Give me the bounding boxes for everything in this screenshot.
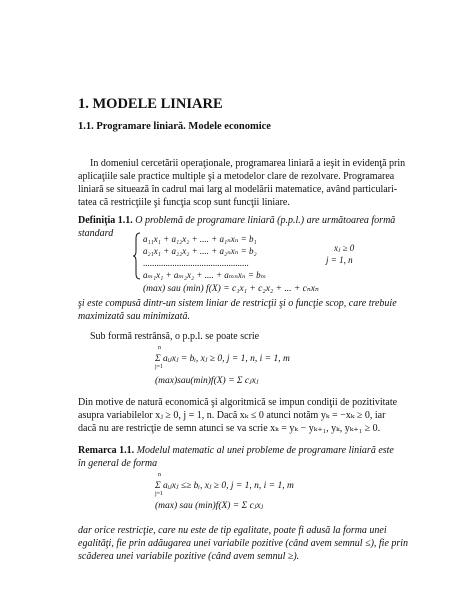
left-brace-icon bbox=[132, 232, 142, 280]
system-row-3: ............................................... bbox=[143, 258, 249, 268]
remark-text-2: în general de forma bbox=[78, 458, 158, 469]
system-row-2: a₂₁x₁ + a₂₂x₂ + .... + a₂ₙxₙ = b₂ bbox=[143, 246, 257, 256]
remark-after-2: egalităţi, fie prin adăugarea unei variabile pozitive (când avem semnul ≤), fie prin bbox=[78, 538, 409, 549]
remark-line-2: (max) sau (min)f(X) = Σ cⱼxⱼ bbox=[155, 501, 264, 511]
definition-label: Definiţia 1.1. bbox=[78, 215, 133, 226]
intro-line-1: In domeniul cercetării operaţionale, programarea liniară a ieşit in evidenţă prin bbox=[90, 158, 406, 169]
definition-after-1: şi este compusă dintr-un sistem liniar de restricţii şi o funcţie scop, care trebuie bbox=[78, 298, 397, 309]
definition-text-2: standard bbox=[78, 228, 114, 239]
remark-after-1: dar orice restricţie, care nu este de tip egalitate, poate fi adusă la forma unei bbox=[78, 525, 387, 536]
definition-text-1: O problemă de programare liniară (p.p.l.) are următoarea formă bbox=[135, 215, 396, 226]
remark-label: Remarca 1.1. bbox=[78, 445, 135, 456]
sum-bottom-1: j=1 bbox=[155, 364, 164, 370]
system-condition-2: j = 1, n bbox=[326, 255, 353, 265]
sum-bottom-2: j=1 bbox=[155, 491, 164, 497]
motive-line-2: asupra variabilelor xⱼ ≥ 0, j = 1, n. Dacă xₖ ≤ 0 atunci notăm yₖ = −xₖ ≥ 0, iar bbox=[78, 410, 386, 421]
definition-after-2: maximizată sau minimizată. bbox=[78, 311, 190, 322]
intro-line-2: aplicaţiile sale practice multiple şi a metodelor clare de rezolvare. Programarea bbox=[78, 171, 395, 182]
restricted-line-2: (max)sau(min)f(X) = Σ cⱼxⱼ bbox=[155, 376, 259, 386]
intro-line-4: tatea că restricţiile şi funcţia scop sunt funcţii liniare. bbox=[78, 197, 290, 208]
sum-top-2: n bbox=[158, 472, 161, 478]
system-row-4: aₘ₁x₁ + aₘ₂x₂ + .... + aₘₙxₙ = bₘ bbox=[143, 270, 267, 280]
section-title: 1.1. Programare liniară. Modele economice bbox=[78, 121, 271, 132]
remark-block bbox=[78, 444, 394, 457]
objective-function: (max) sau (min) f(X) = c₁x₁ + c₂x₂ + ... + cₙxₙ bbox=[143, 284, 319, 294]
system-condition-1: xⱼ ≥ 0 bbox=[334, 243, 355, 253]
restricted-line-1: Σ aᵢⱼxⱼ = bᵢ, xⱼ ≥ 0, j = 1, n, i = 1, m bbox=[155, 354, 290, 364]
chapter-title: 1. MODELE LINIARE bbox=[78, 96, 223, 112]
definition-block bbox=[78, 214, 395, 227]
remark-line-1: Σ aᵢⱼxⱼ ≤≥ bᵢ, xⱼ ≥ 0, j = 1, n, i = 1, m bbox=[155, 481, 294, 491]
remark-text-1: Modelul matematic al unei probleme de programare liniară este bbox=[136, 445, 394, 456]
intro-line-3: liniară se situează în cadrul mai larg al modelării matematice, având particulari- bbox=[78, 184, 398, 195]
remark-after-3: scăderea unei variabile pozitive (când avem semnul ≥). bbox=[78, 551, 300, 562]
restricted-intro: Sub formă restrânsă, o p.p.l. se poate scrie bbox=[90, 331, 260, 342]
motive-line-1: Din motive de natură economică şi algoritmică se impun condiţii de pozitivitate bbox=[78, 397, 398, 408]
system-row-1: a₁₁x₁ + a₁₂x₂ + .... + a₁ₙxₙ = b₁ bbox=[143, 234, 257, 244]
sum-top-1: n bbox=[158, 345, 161, 351]
motive-line-3: dacă nu are restricţie de semn atunci se va scrie xₖ = yₖ − yₖ₊₁, yₖ, yₖ₊₁ ≥ 0. bbox=[78, 423, 381, 434]
